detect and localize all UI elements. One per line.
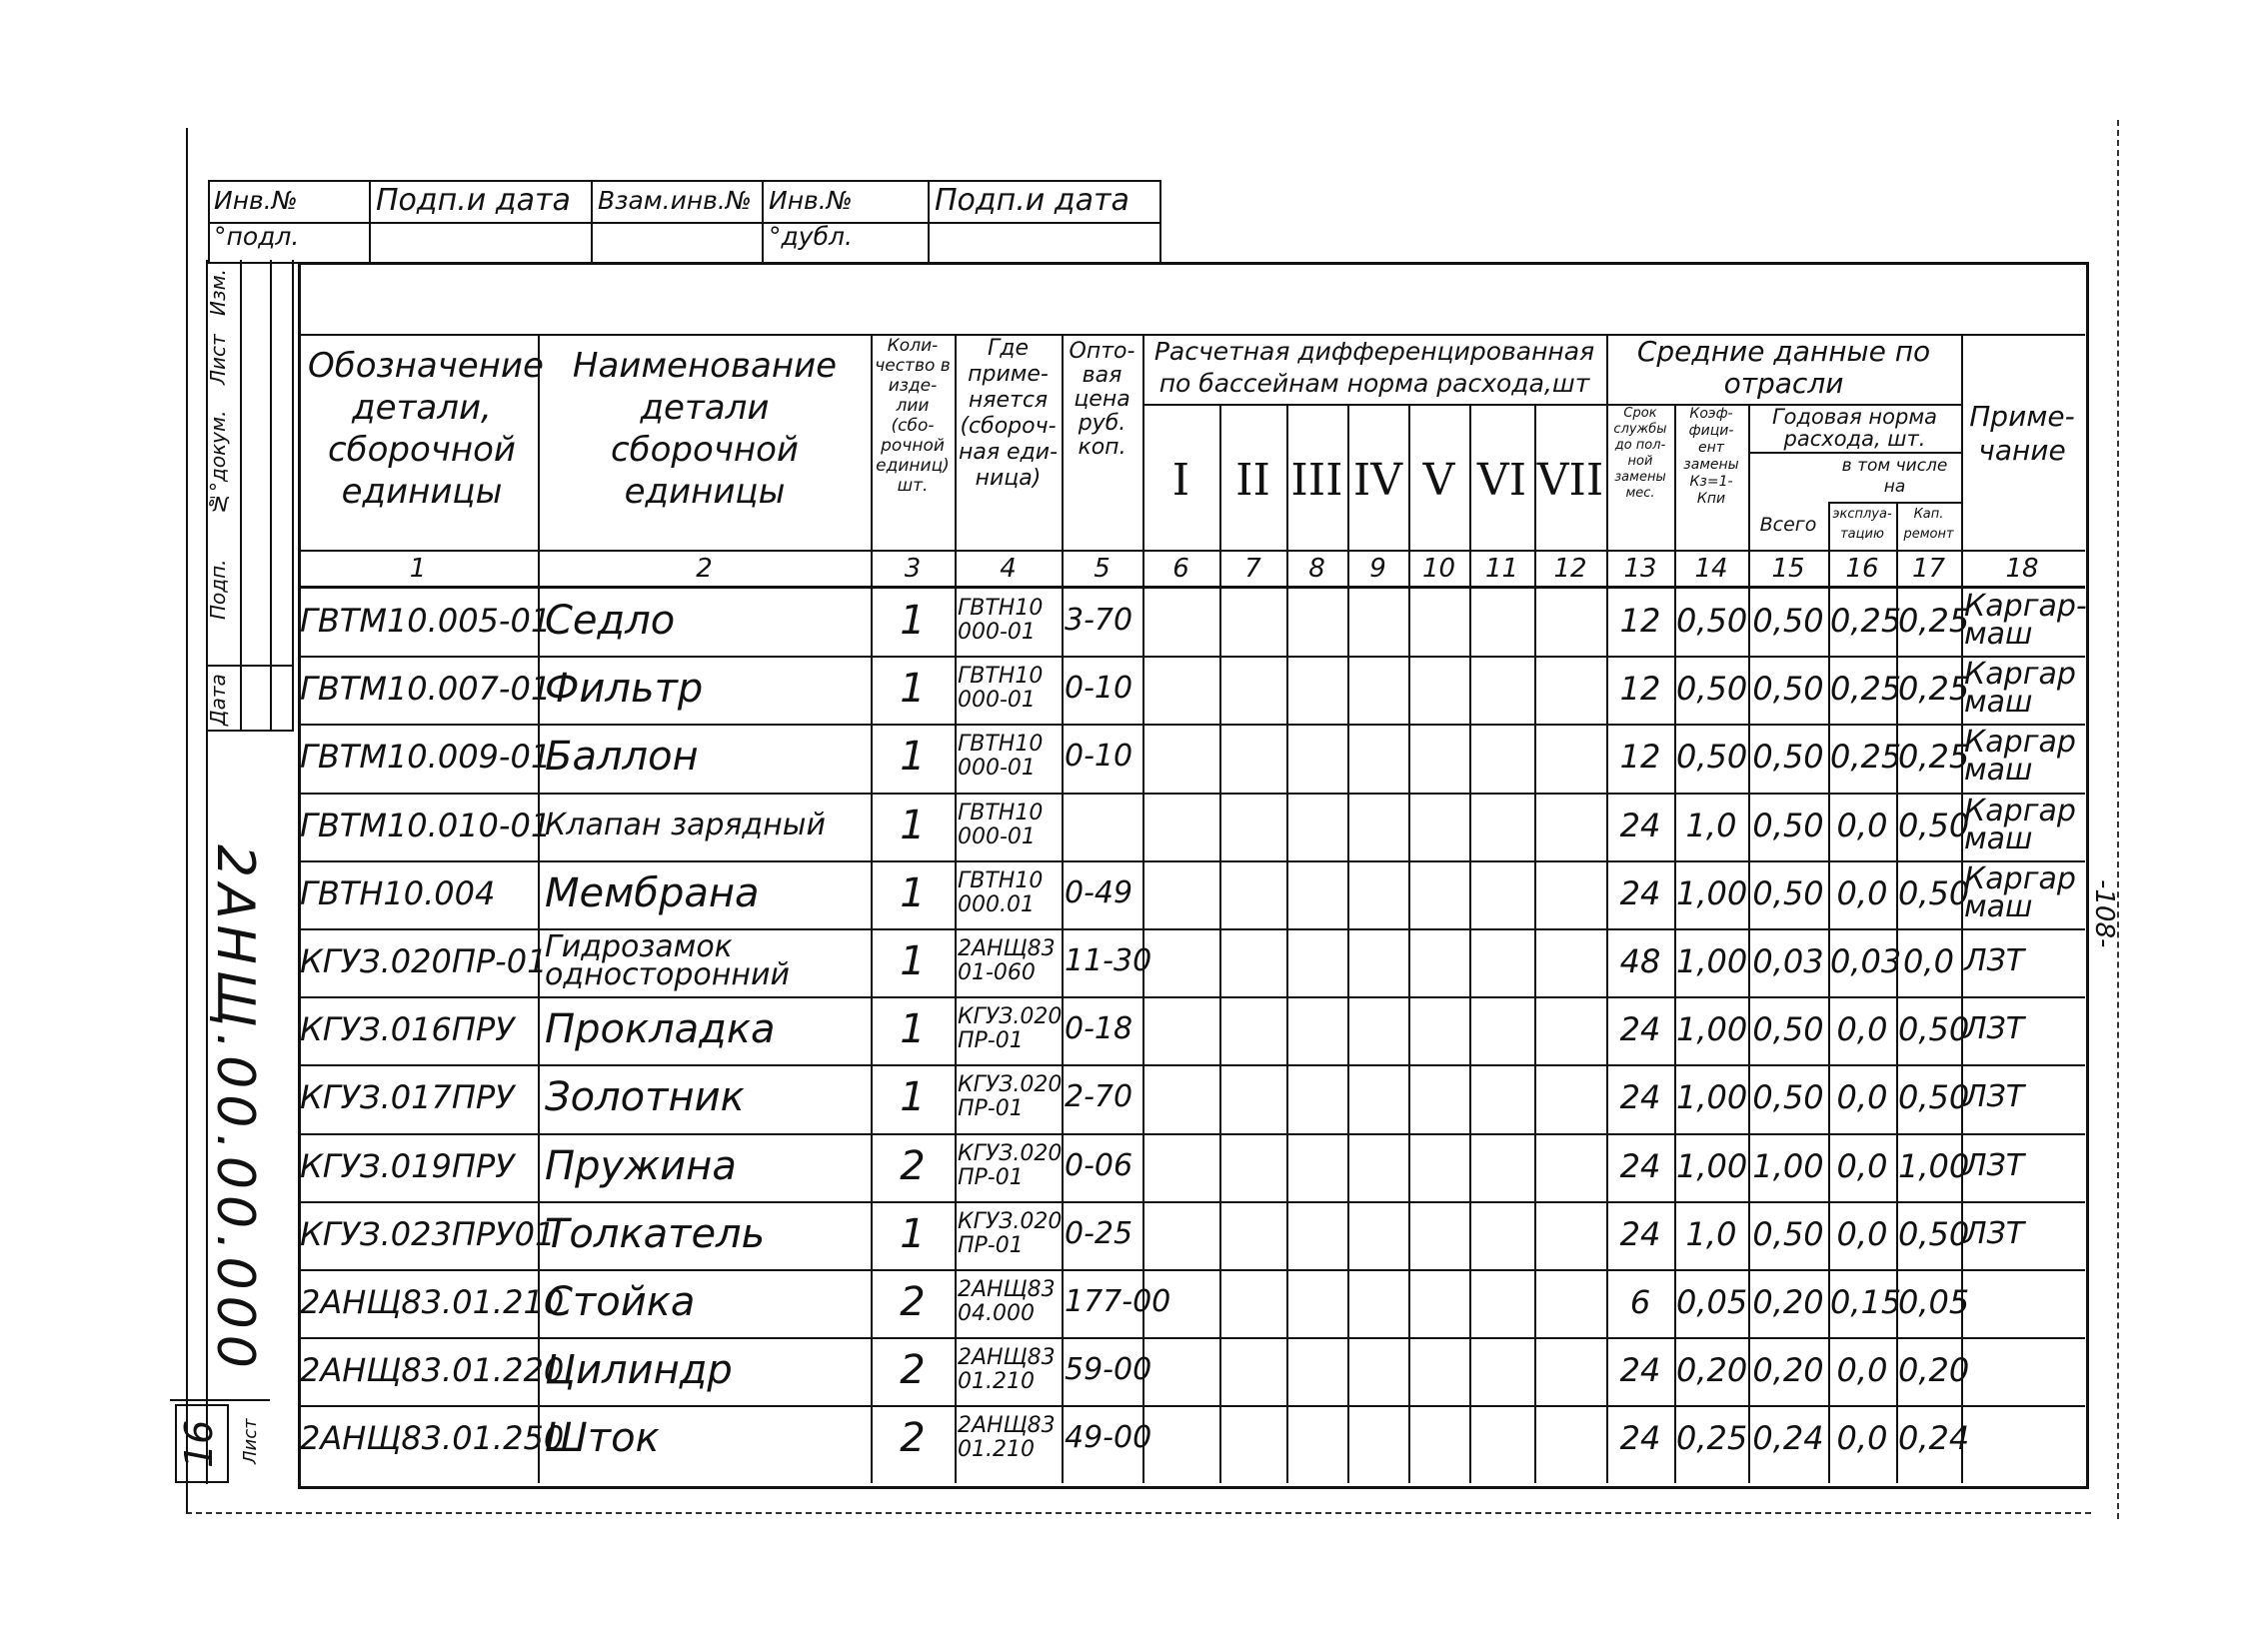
header-designation: Обозначение детали, сборочной единицы [308, 346, 544, 512]
cell-where-used: 2АНЩ83 01.210 [958, 1413, 1056, 1463]
cell-total: 0,50 [1752, 602, 1824, 640]
cell-where-used: ГВТН10 000.01 [958, 867, 1044, 917]
cell-where-used: КГУЗ.020 ПР-01 [958, 1072, 1063, 1122]
col-line-4 [1062, 334, 1064, 1483]
cell-total: 0,50 [1752, 1078, 1824, 1117]
colnum-11: 11 [1484, 554, 1519, 584]
cell-service-life: 12 [1619, 602, 1661, 640]
cell-total: 0,24 [1752, 1419, 1824, 1458]
colnum-18: 18 [2005, 554, 2039, 584]
cell-designation: КГУЗ.023ПРУ01 [300, 1214, 556, 1253]
colnum-12: 12 [1553, 554, 1587, 584]
colnum-6: 6 [1172, 554, 1189, 584]
header-coef: Коэф-фици-ент замены Кз=1-Кпи [1683, 406, 1739, 507]
colnum-3: 3 [904, 554, 922, 584]
cell-note [1964, 1269, 2081, 1335]
stamp-cell-inv-dup: Инв.№°дубл. [769, 186, 853, 251]
colnum-14: 14 [1694, 554, 1728, 584]
header-total: Всего [1759, 514, 1817, 536]
side-h-1 [206, 665, 294, 667]
cell-total: 0,50 [1752, 873, 1824, 912]
cell-service-life: 24 [1619, 1419, 1661, 1458]
colnum-17: 17 [1911, 554, 1946, 584]
cell-operation: 0,0 [1836, 1419, 1888, 1458]
cell-where-used: ГВТН10 000-01 [958, 732, 1044, 782]
cell-coef: 1,00 [1676, 1146, 1748, 1185]
cell-designation: ГВТМ10.010-01 [300, 806, 552, 844]
page-number: -108- [2089, 879, 2119, 948]
header-note: Приме-чание [1969, 400, 2075, 467]
cell-where-used: ГВТН10 000-01 [958, 664, 1044, 714]
header-repair: Кап. ремонт [1903, 507, 1954, 542]
cell-coef: 1,00 [1676, 873, 1748, 912]
cell-where-used: ГВТН10 000-01 [958, 800, 1044, 849]
cell-price: 0-49 [1065, 874, 1133, 910]
header-service-life: Срок службы до пол-ной замены мес. [1613, 406, 1667, 501]
basin-7: VII [1536, 455, 1604, 506]
colnum-4: 4 [1000, 554, 1017, 584]
basin-3: III [1290, 455, 1343, 506]
colnum-5: 5 [1094, 554, 1111, 584]
cell-total: 0,50 [1752, 806, 1824, 844]
cell-total: 0,20 [1752, 1283, 1824, 1321]
cell-operation: 0,25 [1830, 670, 1902, 709]
side-col-right [292, 260, 294, 730]
cell-price: 0-06 [1065, 1147, 1133, 1183]
stamp-cell-sign-date-2: Подп.и дата [935, 183, 1129, 218]
cell-total: 1,00 [1752, 1146, 1824, 1185]
cell-designation: 2АНЩ83.01.220 [300, 1351, 565, 1390]
cell-qty: 1 [900, 1210, 926, 1257]
colnum-2: 2 [696, 554, 713, 584]
cell-designation: ГВТН10.004 [300, 873, 496, 912]
cell-coef: 0,20 [1676, 1351, 1748, 1390]
cell-qty: 2 [900, 1142, 926, 1189]
cell-repair: 0,50 [1898, 873, 1970, 912]
col-line-3 [955, 334, 957, 1483]
annual-sub-line [1748, 452, 1961, 454]
side-label-doc: №°докум. [206, 410, 230, 516]
cell-designation: КГУЗ.016ПРУ [300, 1010, 515, 1049]
cell-operation: 0,0 [1836, 1214, 1888, 1253]
colnum-10: 10 [1421, 554, 1456, 584]
cell-price: 177-00 [1065, 1284, 1171, 1319]
cell-note: ЛЗТ [1964, 1079, 2025, 1115]
cell-coef: 1,00 [1676, 1078, 1748, 1117]
cell-qty: 1 [900, 666, 926, 713]
cell-designation: КГУЗ.020ПР-01 [300, 942, 548, 980]
cell-coef: 1,0 [1685, 806, 1737, 844]
colnum-1: 1 [409, 554, 427, 584]
cell-coef: 1,0 [1685, 1214, 1737, 1253]
basin-2: II [1235, 455, 1270, 506]
cell-repair: 1,00 [1898, 1146, 1970, 1185]
cell-operation: 0,0 [1836, 1146, 1888, 1185]
header-qty: Коли-чество в изде-лии (сбо-рочной единиц) шт. [875, 336, 951, 496]
right-edge-dashed [2117, 120, 2119, 1519]
side-h-2 [206, 730, 294, 732]
cell-name: Гидрозамок односторонний [545, 929, 791, 993]
cell-repair: 0,0 [1903, 942, 1954, 980]
cell-note [1964, 1405, 2081, 1471]
cell-service-life: 12 [1619, 670, 1661, 709]
cell-name: Мембрана [545, 869, 760, 916]
colnum-8: 8 [1308, 554, 1325, 584]
cell-where-used: КГУЗ.020 ПР-01 [958, 1208, 1063, 1258]
stamp-cell-replaced-inv: Взам.инв.№ [598, 186, 752, 215]
cell-service-life: 24 [1619, 1078, 1661, 1117]
cell-service-life: 12 [1619, 738, 1661, 777]
cell-operation: 0,03 [1830, 942, 1902, 980]
cell-price: 3-70 [1065, 603, 1133, 638]
stamp-cell-sign-date-1: Подп.и дата [376, 183, 571, 218]
cell-repair: 0,25 [1898, 738, 1970, 777]
cell-note: ЛЗТ [1964, 1215, 2025, 1251]
cell-total: 0,50 [1752, 738, 1824, 777]
norm-sub-line [1142, 404, 1606, 406]
cell-note: Каргар маш [1964, 725, 2076, 789]
cell-repair: 0,25 [1898, 670, 1970, 709]
cell-repair: 0,50 [1898, 1010, 1970, 1049]
side-label-sign: Подп. [206, 559, 230, 621]
cell-price: 0-25 [1065, 1215, 1133, 1251]
cell-note: ЛЗТ [1964, 1011, 2025, 1047]
cell-qty: 2 [900, 1415, 926, 1462]
cell-qty: 1 [900, 869, 926, 916]
cell-designation: 2АНЩ83.01.250 [300, 1419, 565, 1458]
side-label-date: Дата [206, 674, 230, 726]
cell-price: 0-10 [1065, 739, 1133, 775]
cell-operation: 0,0 [1836, 1351, 1888, 1390]
cell-name: Цилиндр [545, 1347, 733, 1394]
stamp-cell-inv-orig: Инв.№°подл. [214, 186, 300, 251]
cell-designation: КГУЗ.017ПРУ [300, 1078, 515, 1117]
cell-price: 59-00 [1065, 1352, 1152, 1388]
cell-repair: 0,25 [1898, 602, 1970, 640]
basin-4: IV [1352, 455, 1403, 506]
cell-qty: 1 [900, 938, 926, 984]
document-code: 2АНЩ.00.00.000 [205, 844, 265, 1374]
cell-operation: 0,0 [1836, 806, 1888, 844]
colnum-16: 16 [1845, 554, 1879, 584]
cell-coef: 1,00 [1676, 942, 1748, 980]
cell-price: 0-18 [1065, 1011, 1133, 1047]
sheet-label: Лист [240, 1418, 261, 1464]
cell-operation: 0,25 [1830, 602, 1902, 640]
cell-where-used: ГВТН10 000-01 [958, 596, 1044, 646]
cell-coef: 0,50 [1676, 670, 1748, 709]
header-norm: Расчетная дифференцированная по бассейнам норма расхода,шт [1153, 337, 1595, 398]
cell-operation: 0,15 [1830, 1283, 1902, 1321]
cell-where-used: КГУЗ.020 ПР-01 [958, 1140, 1063, 1190]
cell-coef: 1,00 [1676, 1010, 1748, 1049]
cell-total: 0,20 [1752, 1351, 1824, 1390]
cell-note: Каргар маш [1964, 860, 2076, 924]
cell-coef: 0,50 [1676, 738, 1748, 777]
cell-price: 0-10 [1065, 671, 1133, 707]
cell-name: Седло [545, 598, 676, 644]
cell-name: Пружина [545, 1142, 737, 1189]
header-incl: в том числе на [1841, 456, 1948, 497]
cell-designation: КГУЗ.019ПРУ [300, 1146, 515, 1185]
cell-name: Стойка [545, 1279, 696, 1325]
cell-name: Золотник [545, 1074, 745, 1121]
cell-name: Толкатель [545, 1210, 766, 1257]
cell-total: 0,50 [1752, 1214, 1824, 1253]
cell-name: Шток [545, 1415, 660, 1462]
basin-6: VI [1476, 455, 1527, 506]
cell-note: ЛЗТ [1964, 1147, 2025, 1183]
cell-service-life: 24 [1619, 806, 1661, 844]
cell-note: Каргар маш [1964, 793, 2076, 856]
cell-qty: 1 [900, 734, 926, 781]
basin-1: I [1171, 455, 1190, 506]
cell-repair: 0,20 [1898, 1351, 1970, 1390]
cell-where-used: 2АНЩ83 04.000 [958, 1277, 1056, 1327]
sheet-number: 16 [175, 1404, 229, 1483]
header-where-used: Где приме-няется (сбороч-ная еди-ница) [958, 336, 1059, 491]
cell-where-used: 2АНЩ83 01-060 [958, 936, 1056, 986]
cell-note [1964, 1337, 2081, 1403]
cell-qty: 2 [900, 1347, 926, 1394]
side-col-mid2 [270, 260, 272, 730]
header-industry: Средние данные по отрасли [1636, 335, 1931, 400]
cell-price [1065, 793, 1140, 858]
cell-price: 11-30 [1065, 943, 1152, 978]
cell-service-life: 48 [1619, 942, 1661, 980]
cell-repair: 0,50 [1898, 1078, 1970, 1117]
colnum-15: 15 [1771, 554, 1805, 584]
basin-5: V [1422, 455, 1455, 506]
stamp-strip-divider [208, 222, 1159, 224]
cell-service-life: 6 [1629, 1283, 1651, 1321]
side-label-list: Лист [206, 334, 230, 386]
cell-designation: ГВТМ10.009-01 [300, 738, 552, 777]
cell-qty: 2 [900, 1279, 926, 1325]
cell-service-life: 24 [1619, 873, 1661, 912]
cell-coef: 0,50 [1676, 602, 1748, 640]
cell-service-life: 24 [1619, 1146, 1661, 1185]
cell-total: 0,50 [1752, 1010, 1824, 1049]
cell-operation: 0,0 [1836, 1078, 1888, 1117]
colnum-7: 7 [1244, 554, 1261, 584]
cell-qty: 1 [900, 598, 926, 644]
cell-total: 0,50 [1752, 670, 1824, 709]
cell-name: Прокладка [545, 1006, 776, 1053]
header-annual: Годовая норма расхода, шт. [1771, 405, 1938, 451]
cell-note: ЛЗТ [1964, 943, 2025, 979]
cell-price: 2-70 [1065, 1079, 1133, 1115]
side-col-mid1 [240, 260, 242, 730]
cell-total: 0,03 [1752, 942, 1824, 980]
cell-designation: ГВТМ10.005-01 [300, 602, 552, 640]
cell-repair: 0,24 [1898, 1419, 1970, 1458]
cell-note: Каргар-маш [1964, 589, 2087, 653]
colnum-13: 13 [1623, 554, 1657, 584]
header-price: Опто-вая цена руб. коп. [1069, 339, 1135, 460]
cell-where-used: 2АНЩ83 01.210 [958, 1345, 1056, 1395]
cell-designation: 2АНЩ83.01.210 [300, 1283, 565, 1321]
cell-name: Фильтр [545, 666, 704, 713]
cell-repair: 0,50 [1898, 806, 1970, 844]
cell-operation: 0,25 [1830, 738, 1902, 777]
side-label-izm: Изм. [206, 268, 230, 316]
incl-sub-line [1828, 502, 1961, 504]
cell-service-life: 24 [1619, 1214, 1661, 1253]
cell-operation: 0,0 [1836, 1010, 1888, 1049]
cell-qty: 1 [900, 1006, 926, 1053]
cell-name: Баллон [545, 734, 699, 781]
cell-coef: 0,05 [1676, 1283, 1748, 1321]
cell-operation: 0,0 [1836, 873, 1888, 912]
cell-repair: 0,05 [1898, 1283, 1970, 1321]
header-operation: эксплуа-тацию [1832, 507, 1892, 542]
header-name: Наименование детали сборочной единицы [572, 346, 838, 512]
cell-service-life: 24 [1619, 1010, 1661, 1049]
cell-repair: 0,50 [1898, 1214, 1970, 1253]
cell-designation: ГВТМ10.007-01 [300, 670, 552, 709]
colnum-9: 9 [1369, 554, 1386, 584]
cell-service-life: 24 [1619, 1351, 1661, 1390]
cell-price: 49-00 [1065, 1420, 1152, 1456]
cell-where-used: КГУЗ.020 ПР-01 [958, 1004, 1063, 1054]
cell-qty: 1 [900, 802, 926, 848]
sheet-block-top [170, 1399, 270, 1401]
cell-name: Клапан зарядный [545, 807, 826, 842]
cell-qty: 1 [900, 1074, 926, 1121]
cell-coef: 0,25 [1676, 1419, 1748, 1458]
cell-note: Каргар маш [1964, 657, 2076, 721]
